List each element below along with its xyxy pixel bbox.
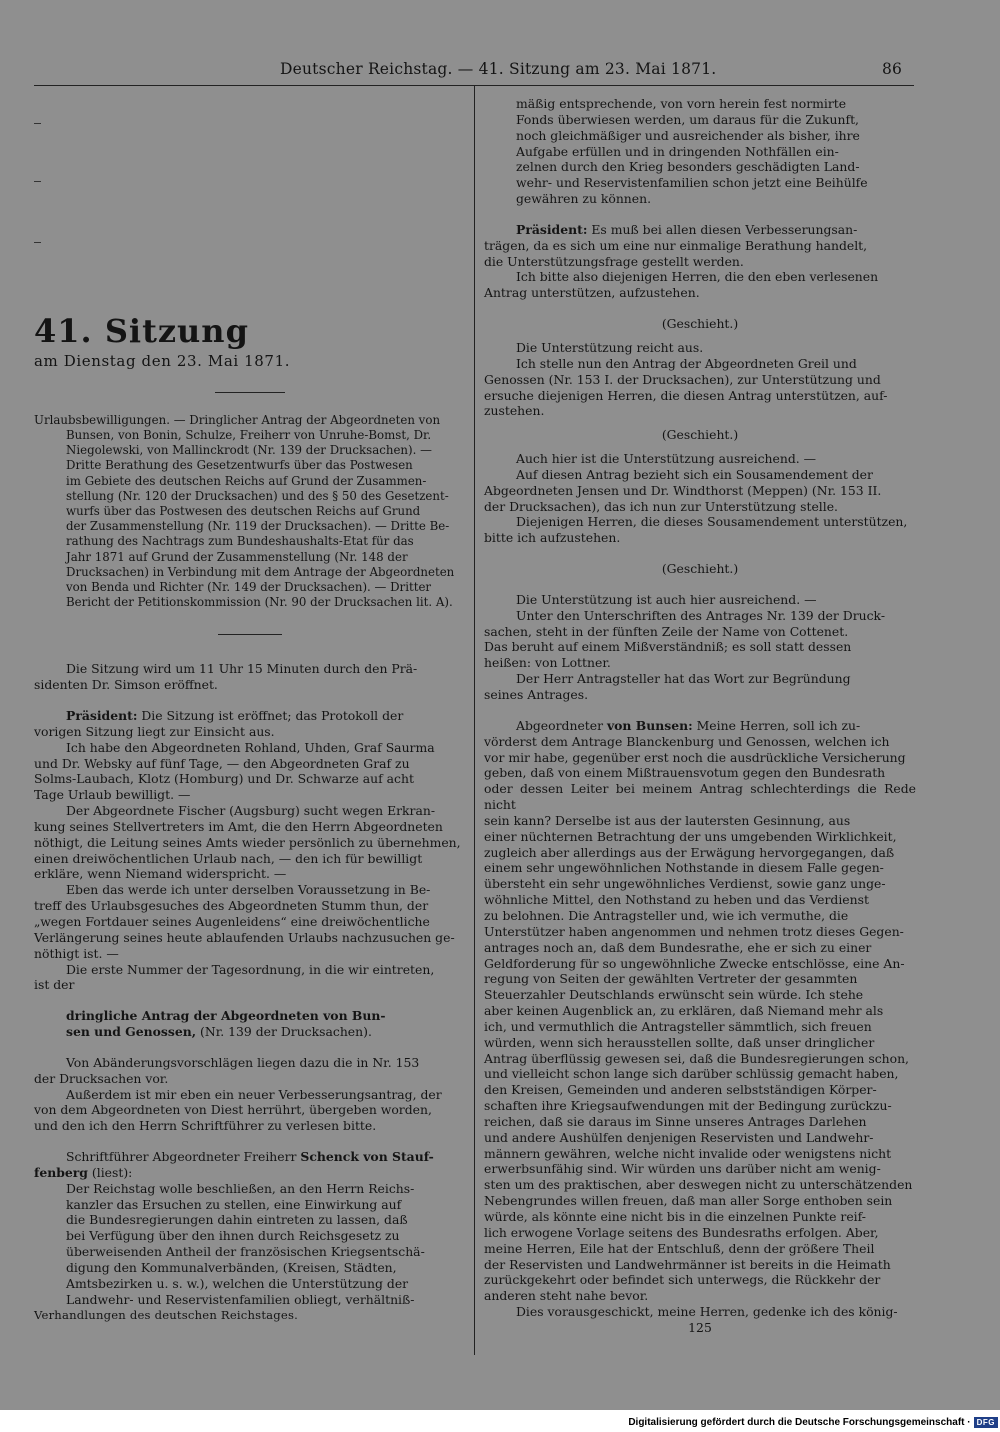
running-title: Deutscher Reichstag. — 41. Sitzung am 23. Mai 1871.: [280, 60, 717, 78]
speech-line: oder dessen Leiter bei meinem Antrag schlechterdings die Rede nicht: [484, 781, 916, 813]
speech-line: einer nüchternen Betrachtung der uns umgebenden Wirklichkeit,: [484, 828, 897, 844]
speech-line: sten um des praktischen, aber deswegen nicht zu unterschätzenden: [484, 1177, 913, 1193]
president-remark: [484, 222, 916, 238]
agenda-item-line: [34, 1024, 466, 1040]
secretary-line: [34, 1165, 466, 1181]
text-line: Auch hier ist die Unterstützung ausreichend. —: [516, 451, 817, 467]
folio-number: 125: [688, 1319, 712, 1335]
speech-line: lich erwogene Vorlage seitens des Bundesraths erfolgen. Aber,: [484, 1224, 879, 1240]
text-line: Diejenigen Herren, die dieses Sousamendement unterstützen,: [516, 514, 908, 530]
speech-line: meine Herren, Eile hat der Entschluß, denn der größere Theil: [484, 1240, 875, 1256]
speaker-label: Präsident:: [66, 708, 138, 724]
summary-line: wurfs über das Postwesen des deutschen Reichs auf Grund: [66, 503, 421, 518]
secretary-name: Schenck von Stauf-: [300, 1149, 434, 1165]
agenda-item-ref: (Nr. 139 der Drucksachen).: [196, 1024, 372, 1040]
speaker-intro: Abgeordneter: [516, 717, 607, 733]
summary-line: Drucksachen) in Verbindung mit dem Antrage der Abgeordneten: [66, 564, 455, 579]
text-line: treff des Urlaubsgesuches des Abgeordneten Stumm thun, der: [34, 898, 429, 914]
quote-line: bei Verfügung über den ihnen durch Reichsgesetz zu: [66, 1228, 400, 1244]
remark-line: die Unterstützungsfrage gestellt werden.: [484, 253, 744, 269]
text-line: Genossen (Nr. 153 I. der Drucksachen), zur Unterstützung und: [484, 371, 881, 387]
text-line: erkläre, wenn Niemand widerspricht. —: [34, 866, 287, 882]
speech-line: Antrag überflüssig gewesen sei, daß die Bundesregierungen schon,: [484, 1050, 909, 1066]
speech-line: einem sehr ungewöhnlichen Nothstande in diesem Falle gegen-: [484, 860, 884, 876]
quote-line: überweisenden Antheil der französischen Kriegsentschä-: [66, 1244, 425, 1260]
text-line: Ich stelle nun den Antrag der Abgeordneten Greil und: [516, 355, 857, 371]
speech-line: übersteht ein sehr ungewöhnliches Verdienst, sowie ganz unge-: [484, 876, 886, 892]
text-line: Auf diesen Antrag bezieht sich ein Sousamendement der: [516, 466, 873, 482]
column-divider: [474, 85, 475, 1355]
summary-line: Dritte Berathung des Gesetzentwurfs über das Postwesen: [66, 458, 413, 473]
secretary-line: [34, 1149, 466, 1165]
remark-line: trägen, da es sich um eine nur einmalige Berathung handelt,: [484, 237, 868, 253]
quote-line: Aufgabe erfüllen und in dringenden Nothfällen ein-: [516, 143, 839, 159]
text-line: Das beruht auf einem Mißverständniß; es soll statt dessen: [484, 639, 852, 655]
speech-line: wöhnliche Mittel, den Nothstand zu heben und das Verdienst: [484, 892, 869, 908]
text-line: Antrag unterstützen, aufzustehen.: [484, 285, 700, 301]
text-line: Der Abgeordnete Fischer (Augsburg) sucht wegen Erkran-: [66, 803, 436, 819]
speech-line: anderen steht nahe bevor.: [484, 1288, 649, 1304]
summary-line: stellung (Nr. 120 der Drucksachen) und des § 50 des Gesetzent-: [66, 488, 449, 503]
speech-line: vor mir habe, gegenüber erst noch die ausdrückliche Versicherung: [484, 749, 906, 765]
speaker-name: von Bunsen:: [606, 717, 693, 733]
text-line: Außerdem ist mir eben ein neuer Verbesserungsantrag, der: [66, 1086, 442, 1102]
quote-line: mäßig entsprechende, von vorn herein fest normirte: [516, 96, 847, 111]
speech-line: zu belohnen. Die Antragsteller und, wie ich vermuthe, die: [484, 907, 849, 923]
credit-text: Digitalisierung gefördert durch die Deutsche Forschungsgemeinschaft ·: [628, 1417, 971, 1428]
stage-direction: (Geschieht.): [661, 427, 739, 443]
speech-line: den Kreisen, Gemeinden und anderen selbstständigen Körper-: [484, 1082, 877, 1098]
speech-line: aber keinen Augenblick an, zu erklären, daß Niemand mehr als: [484, 1003, 884, 1019]
text-line: nöthigt, die Leitung seines Amts wieder persönlich zu übernehmen,: [34, 834, 461, 850]
session-title: 41. Sitzung: [34, 312, 249, 350]
text-line: kung seines Stellvertreters im Amt, die den Herrn Abgeordneten: [34, 818, 443, 834]
quote-line: noch gleichmäßiger und ausreichender als bisher, ihre: [516, 127, 860, 143]
text-line: Verlängerung seines heute ablaufenden Urlaubs nachzusuchen ge-: [34, 929, 455, 945]
text-line: Die erste Nummer der Tagesordnung, in die wir eintreten,: [66, 961, 435, 977]
speech-line: erwerbsunfähig sind. Wir würden uns darüber nicht am wenig-: [484, 1161, 881, 1177]
page-number: 86: [882, 60, 903, 78]
speech-line: antrages noch an, daß dem Bundesrathe, ehe er sich zu einer: [484, 939, 872, 955]
summary-line: im Gebiete des deutschen Reichs auf Grund der Zusammen-: [66, 473, 427, 488]
speech-line: reichen, daß sie daraus im Sinne unseres Antrages Darlehen: [484, 1113, 867, 1129]
agenda-item-heading: dringliche Antrag der Abgeordneten von Bun-: [66, 1008, 386, 1024]
speech-line: zugleich aber allerdings aus der Erwägung hervorgegangen, daß: [484, 844, 895, 860]
text-line: Tage Urlaub bewilligt. —: [34, 787, 191, 803]
dfg-logo: DFG: [974, 1417, 998, 1428]
summary-line: Jahr 1871 auf Grund der Zusammenstellung (Nr. 148 der: [66, 549, 408, 564]
speech-line: sein kann? Derselbe ist aus der lautersten Gesinnung, aus: [484, 812, 851, 828]
summary-line: Bunsen, von Bonin, Schulze, Freiherr von Unruhe-Bomst, Dr.: [66, 427, 432, 442]
secretary-tail: (liest):: [87, 1164, 133, 1180]
text-line: Abgeordneten Jensen und Dr. Windthorst (Meppen) (Nr. 153 II.: [484, 482, 882, 498]
text-line: heißen: von Lottner.: [484, 655, 611, 671]
speech-line: würde, als könnte eine nicht bis in die einzelnen Punkte reif-: [484, 1209, 866, 1224]
text-line: Ich habe den Abgeordneten Rohland, Uhden, Graf Saurma: [66, 739, 435, 755]
quote-line: die Bundesregierungen dahin eintreten zu lassen, daß: [66, 1212, 408, 1228]
summary-line: Bericht der Petitionskommission (Nr. 90 der Drucksachen lit. A).: [66, 595, 453, 610]
remark-line: vorigen Sitzung liegt zur Einsicht aus.: [34, 723, 275, 739]
quote-line: gewähren zu können.: [516, 191, 652, 207]
summary-line: Urlaubsbewilligungen. — Dringlicher Antrag der Abgeordneten von: [34, 412, 441, 427]
summary-line: der Zusammenstellung (Nr. 119 der Drucksachen). — Dritte Be-: [66, 519, 450, 534]
speech-line: Nebengrundes willen freuen, daß man aller Sorge enthoben sein: [484, 1193, 893, 1209]
text-line: Der Herr Antragsteller hat das Wort zur Begründung: [516, 671, 851, 687]
quote-line: zelnen durch den Krieg besonders geschädigten Land-: [516, 159, 860, 175]
right-column: [484, 96, 916, 1336]
summary-line: von Benda und Richter (Nr. 149 der Drucksachen). — Dritter: [66, 579, 432, 594]
text-line: nöthigt ist. —: [34, 945, 119, 961]
text-line: von dem Abgeordneten von Diest herrührt, übergeben worden,: [34, 1102, 432, 1118]
secretary-intro: Schriftführer Abgeordneter Freiherr: [66, 1149, 301, 1165]
speech-line: Steuerzahler Deutschlands erwünscht sein würde. Ich stehe: [484, 987, 864, 1003]
text-line: Von Abänderungsvorschlägen liegen dazu die in Nr. 153: [66, 1054, 420, 1070]
quote-line: Fonds überwiesen werden, um daraus für die Zukunft,: [516, 111, 859, 127]
quote-line: Amtsbezirken u. s. w.), welchen die Unterstützung der: [66, 1275, 409, 1291]
remark-text: Die Sitzung ist eröffnet; das Protokoll der: [137, 708, 404, 724]
footer-note: Verhandlungen des deutschen Reichstages.: [34, 1307, 299, 1322]
speech-opening: [484, 718, 916, 734]
president-remark: [34, 708, 466, 724]
quote-line: Landwehr- und Reservistenfamilien obliegt, verhältniß-: [66, 1291, 415, 1307]
text-line: und den ich den Herrn Schriftführer zu verlesen bitte.: [34, 1118, 377, 1134]
text-line: der Drucksachen), das ich nun zur Unterstützung stelle.: [484, 498, 838, 514]
speech-line: und andere Aushülfen denjenigen Reservisten und Landwehr-: [484, 1129, 874, 1145]
summary-line: Niegolewski, von Mallinckrodt (Nr. 139 der Drucksachen). —: [66, 443, 432, 458]
speech-line: vörderst dem Antrage Blanckenburg und Genossen, welchen ich: [484, 733, 890, 749]
text-line: Unter den Unterschriften des Antrages Nr. 139 der Druck-: [516, 607, 886, 623]
speech-line: ich, und vermuthlich die Antragsteller sämmtlich, sich freuen: [484, 1018, 872, 1034]
speech-line: würden, wenn sich herausstellen sollte, daß unser dringlicher: [484, 1034, 875, 1050]
remark-text: Es muß bei allen diesen Verbesserungsan-: [587, 221, 858, 237]
text-line: der Drucksachen vor.: [34, 1070, 169, 1086]
speaker-label: Präsident:: [516, 221, 588, 237]
quote-line: kanzler das Ersuchen zu stellen, eine Einwirkung auf: [66, 1196, 402, 1212]
text-line: Solms-Laubach, Klotz (Homburg) und Dr. Schwarze auf acht: [34, 771, 414, 787]
text-line: zustehen.: [484, 403, 545, 419]
text-line: Die Unterstützung reicht aus.: [516, 339, 704, 355]
digitization-credit: [628, 1417, 998, 1428]
text-line: einen dreiwöchentlichen Urlaub nach, — den ich für bewilligt: [34, 850, 423, 866]
speech-line: männern gewähren, welche nicht invalide oder wenigstens nicht: [484, 1145, 892, 1161]
title-rule: [215, 392, 285, 393]
summary-rule: [218, 634, 282, 635]
quote-line: Der Reichstag wolle beschließen, an den Herrn Reichs-: [66, 1180, 415, 1196]
secretary-name-end: fenberg: [34, 1164, 88, 1180]
speech-line: regung von Seiten der gewählten Vertreter der gesammten: [484, 971, 858, 987]
session-date: am Dienstag den 23. Mai 1871.: [34, 351, 291, 370]
text-line: bitte ich aufzustehen.: [484, 530, 621, 546]
speech-line: der Reservisten und Landwehrmänner ist bereits in die Heimath: [484, 1256, 891, 1272]
speech-line: Geldforderung für so ungewöhnliche Zwecke entschlösse, eine An-: [484, 955, 905, 971]
running-header: [30, 60, 930, 82]
speech-line: geben, daß von einem Mißtrauensvotum gegen den Bundesrath: [484, 765, 886, 781]
text-line: Ich bitte also diejenigen Herren, die den eben verlesenen: [516, 269, 879, 285]
speech-line: zurückgekehrt oder befindet sich unterwegs, die Rückkehr der: [484, 1272, 881, 1288]
text-line: und Dr. Websky auf fünf Tage, — den Abgeordneten Graf zu: [34, 755, 410, 771]
stage-direction: (Geschieht.): [661, 316, 739, 332]
text-line: ersuche diejenigen Herren, die diesen Antrag unterstützen, auf-: [484, 387, 888, 403]
text-line: Die Unterstützung ist auch hier ausreichend. —: [516, 591, 817, 607]
summary-line: rathung des Nachtrags zum Bundeshaushalts-Etat für das: [66, 534, 414, 549]
text-line: ist der: [34, 977, 75, 993]
left-column: [34, 98, 466, 1323]
speech-line: schaften ihre Kriegsaufwendungen mit der Bedingung zurückzu-: [484, 1098, 892, 1114]
quote-line: wehr- und Reservistenfamilien schon jetzt eine Beihülfe: [516, 175, 868, 191]
speech-line: und vielleicht schon lange sich darüber schlüssig gemacht haben,: [484, 1066, 899, 1082]
speech-line: Meine Herren, soll ich zu-: [692, 717, 861, 733]
opening-line: sidenten Dr. Simson eröffnet.: [34, 677, 218, 693]
text-line: seines Antrages.: [484, 687, 589, 702]
text-line: Dies vorausgeschickt, meine Herren, gedenke ich des könig-: [516, 1304, 898, 1320]
agenda-summary: [34, 413, 466, 611]
agenda-item-heading-end: sen und Genossen,: [66, 1024, 197, 1040]
quote-line: digung den Kommunalverbänden, (Kreisen, Städten,: [66, 1260, 397, 1276]
speech-line: Unterstützer haben angenommen und nehmen trotz dieses Gegen-: [484, 923, 904, 939]
stage-direction: (Geschieht.): [661, 561, 739, 577]
text-line: sachen, steht in der fünften Zeile der Name von Cottenet.: [484, 623, 849, 639]
text-line: Eben das werde ich unter derselben Voraussetzung in Be-: [66, 882, 431, 898]
text-line: „wegen Fortdauer seines Augenleidens“ eine dreiwöchentliche: [34, 913, 430, 929]
opening-line: Die Sitzung wird um 11 Uhr 15 Minuten durch den Prä-: [66, 661, 418, 677]
